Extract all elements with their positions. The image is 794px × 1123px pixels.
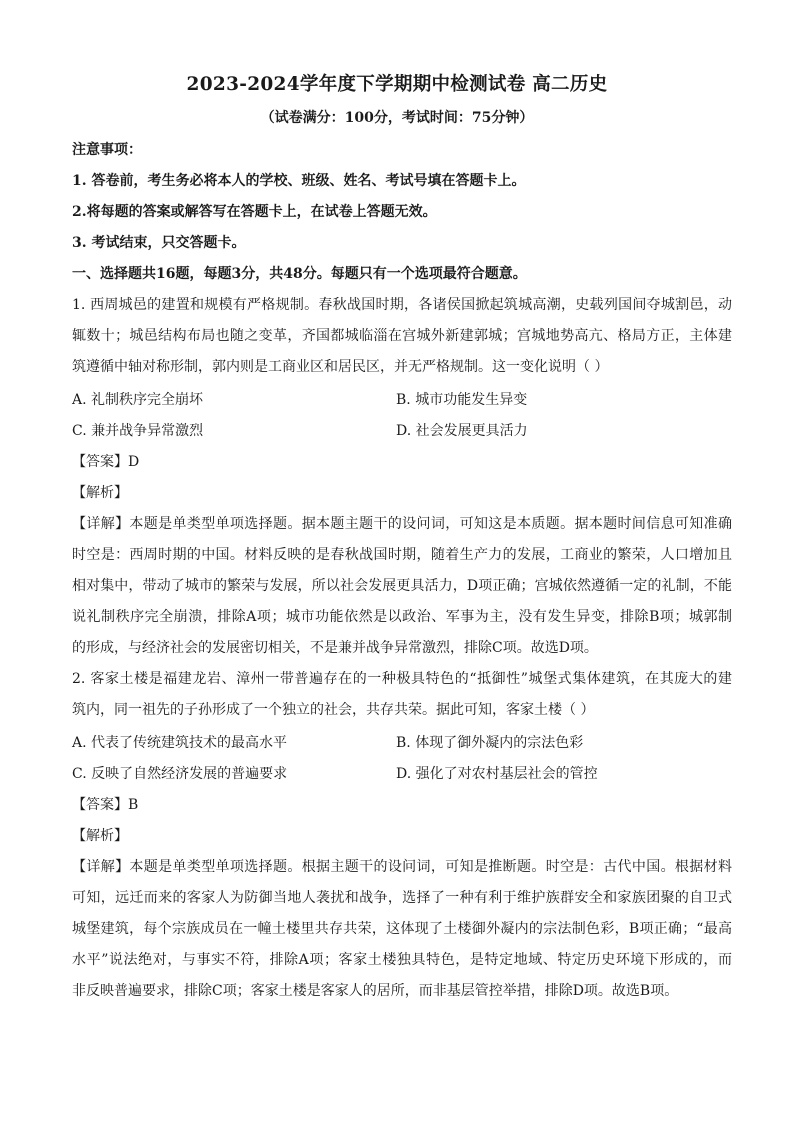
q2-option-c: C. 反映了自然经济发展的普遍要求 bbox=[72, 766, 288, 782]
q1-detail-line: 相对集中，带动了城市的繁荣与发展，所以社会发展更具活力，D项正确；宫城依然遵循一定的礼制，不能 bbox=[72, 578, 732, 594]
q2-detail-line: 【详解】本题是单类型单项选择题。根据主题干的设问词，可知是推断题。时空是：古代中国。根据材料 bbox=[72, 859, 732, 875]
q1-stem-line: 筑遵循中轴对称形制，郭内则是工商业区和居民区，并无严格规制。这一变化说明（ ） bbox=[72, 359, 609, 375]
q2-stem-line: 2. 客家土楼是福建龙岩、漳州一带普遍存在的一种极具特色的“抵御性”城堡式集体建筑，在其庞大的建 bbox=[72, 671, 732, 687]
section-heading: 一、选择题共16题，每题3分，共48分。每题只有一个选项最符合题意。 bbox=[72, 266, 527, 282]
q1-detail-line: 说礼制秩序完全崩溃，排除A项；城市功能依然是以政治、军事为主，没有发生异变，排除B项；城郭制 bbox=[72, 609, 732, 625]
q2-detail-line: 水平”说法绝对，与事实不符，排除A项；客家土楼独具特色，是特定地域、特定历史环境下形成的，而 bbox=[72, 952, 732, 968]
q2-option-b: B. 体现了御外凝内的宗法色彩 bbox=[396, 735, 584, 751]
notice-item-3: 3. 考试结束，只交答题卡。 bbox=[72, 235, 246, 251]
q2-answer: 【答案】B bbox=[72, 797, 139, 813]
q2-detail-line: 可知，远迁而来的客家人为防御当地人袭扰和战争，选择了一种有利于维护族群安全和家族团聚的自卫式 bbox=[72, 890, 732, 906]
q1-analysis-label: 【解析】 bbox=[72, 485, 128, 501]
q1-answer: 【答案】D bbox=[72, 454, 140, 470]
q2-stem-line: 筑内，同一祖先的子孙形成了一个独立的社会，共存共荣。据此可知，客家土楼（ ） bbox=[72, 702, 595, 718]
q1-detail-line: 的形成，与经济社会的发展密切相关，不是兼并战争异常激烈，排除C项。故选D项。 bbox=[72, 640, 598, 656]
page-subtitle: （试卷满分：100分，考试时间：75分钟） bbox=[260, 110, 534, 126]
q1-option-a: A. 礼制秩序完全崩坏 bbox=[72, 392, 204, 408]
q2-analysis-label: 【解析】 bbox=[72, 828, 128, 844]
q1-stem-line: 辄数十；城邑结构布局也随之变革，齐国都城临淄在宫城外新建郭城；宫城地势高亢、格局方正，主体建 bbox=[72, 328, 732, 344]
q1-detail-line: 【详解】本题是单类型单项选择题。据本题主题干的设问词，可知这是本质题。据本题时间信息可知准确 bbox=[72, 516, 732, 532]
q1-option-d: D. 社会发展更具活力 bbox=[396, 423, 528, 439]
q1-option-c: C. 兼并战争异常激烈 bbox=[72, 423, 204, 439]
q1-detail-line: 时空是：西周时期的中国。材料反映的是春秋战国时期，随着生产力的发展，工商业的繁荣，人口增加且 bbox=[72, 547, 732, 563]
q2-option-d: D. 强化了对农村基层社会的管控 bbox=[396, 766, 598, 782]
q1-option-b: B. 城市功能发生异变 bbox=[396, 392, 528, 408]
notice-item-1: 1. 答卷前，考生务必将本人的学校、班级、姓名、考试号填在答题卡上。 bbox=[72, 173, 526, 189]
q2-option-a: A. 代表了传统建筑技术的最高水平 bbox=[72, 735, 288, 751]
q2-detail-line: 非反映普遍要求，排除C项；客家土楼是客家人的居所，而非基层管控举措，排除D项。故选B项。 bbox=[72, 983, 679, 999]
q1-stem-line: 1. 西周城邑的建置和规模有严格规制。春秋战国时期，各诸侯国掀起筑城高潮，史载列国间夺城割邑，动 bbox=[72, 297, 732, 313]
notice-item-2: 2.将每题的答案或解答写在答题卡上，在试卷上答题无效。 bbox=[72, 204, 437, 220]
notice-heading: 注意事项： bbox=[72, 142, 142, 158]
page-title: 2023-2024学年度下学期期中检测试卷 高二历史 bbox=[186, 74, 608, 95]
q2-detail-line: 城堡建筑，每个宗族成员在一幢土楼里共存共荣，这体现了土楼御外凝内的宗法制色彩，B项正确；“最高 bbox=[72, 921, 732, 937]
